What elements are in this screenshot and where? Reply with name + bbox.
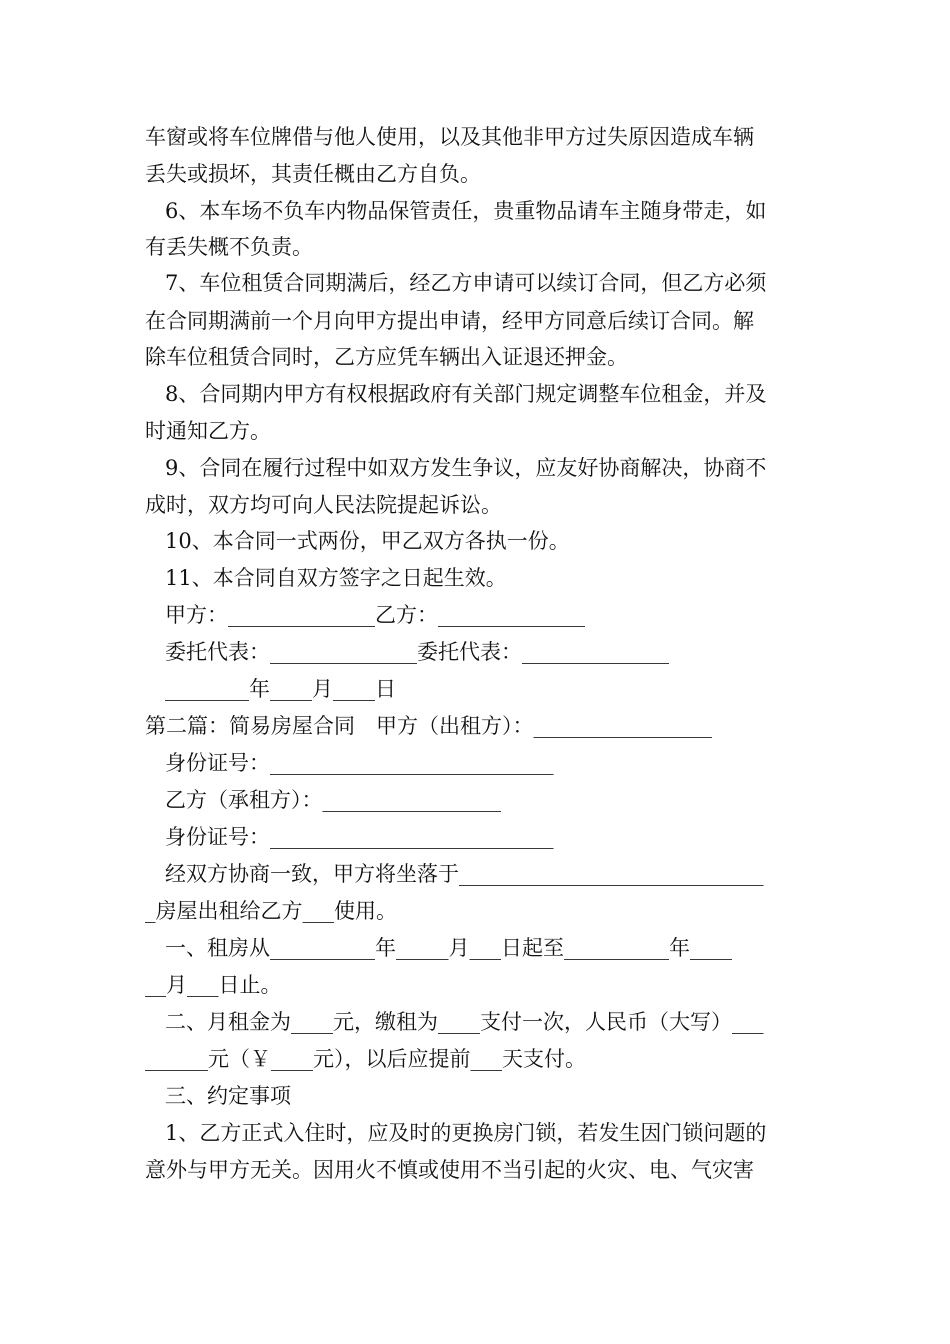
text-line: 乙方（承租方）：_________________ (165, 788, 501, 812)
text-line: 有丢失概不负责。 (145, 235, 313, 259)
text-line: 在合同期满前一个月向甲方提出申请，经甲方同意后续订合同。解 (145, 309, 754, 333)
text-line: 二、月租金为____元，缴租为____支付一次，人民币（大写）___ (165, 1010, 764, 1034)
text-line: 6、本车场不负车内物品保管责任，贵重物品请车主随身带走，如 (165, 199, 767, 223)
text-line: 经双方协商一致，甲方将坐落于_____________________________ (165, 862, 764, 886)
text-line: 车窗或将车位牌借与他人使用，以及其他非甲方过失原因造成车辆 (145, 125, 754, 149)
text-line: 10、本合同一式两份，甲乙双方各执一份。 (165, 529, 570, 553)
text-line: 1、乙方正式入住时，应及时的更换房门锁，若发生因门锁问题的 (165, 1121, 767, 1145)
text-line: _房屋出租给乙方___使用。 (145, 899, 397, 923)
text-line: 时通知乙方。 (145, 419, 271, 443)
text-line: 7、车位租赁合同期满后，经乙方申请可以续订合同，但乙方必须 (165, 271, 767, 295)
text-line: 8、合同期内甲方有权根据政府有关部门规定调整车位租金，并及 (165, 382, 767, 406)
text-line: 三、约定事项 (165, 1084, 291, 1108)
text-line: 身份证号：___________________________ (165, 751, 554, 775)
text-line: 一、租房从__________年_____月___日起至__________年____ (165, 936, 732, 960)
text-line: 身份证号：___________________________ (165, 825, 554, 849)
text-line: 丢失或损坏，其责任概由乙方自负。 (145, 162, 481, 186)
section-heading: 第二篇：简易房屋合同 甲方（出租方）：_________________ (145, 714, 712, 738)
signature-line: 甲方：______________乙方：______________ (165, 603, 585, 627)
signature-line: 委托代表：______________委托代表：______________ (165, 640, 669, 664)
text-line: ______元（￥____元），以后应提前___天支付。 (145, 1047, 586, 1071)
text-line: __月___日止。 (145, 973, 282, 997)
text-line: 除车位租赁合同时，乙方应凭车辆出入证退还押金。 (145, 345, 628, 369)
date-line: ________年____月____日 (165, 677, 396, 701)
text-line: 9、合同在履行过程中如双方发生争议，应友好协商解决，协商不 (165, 456, 767, 480)
text-line: 意外与甲方无关。因用火不慎或使用不当引起的火灾、电、气灾害 (145, 1158, 754, 1182)
text-line: 成时，双方均可向人民法院提起诉讼。 (145, 493, 502, 517)
text-line: 11、本合同自双方签字之日起生效。 (165, 566, 507, 590)
